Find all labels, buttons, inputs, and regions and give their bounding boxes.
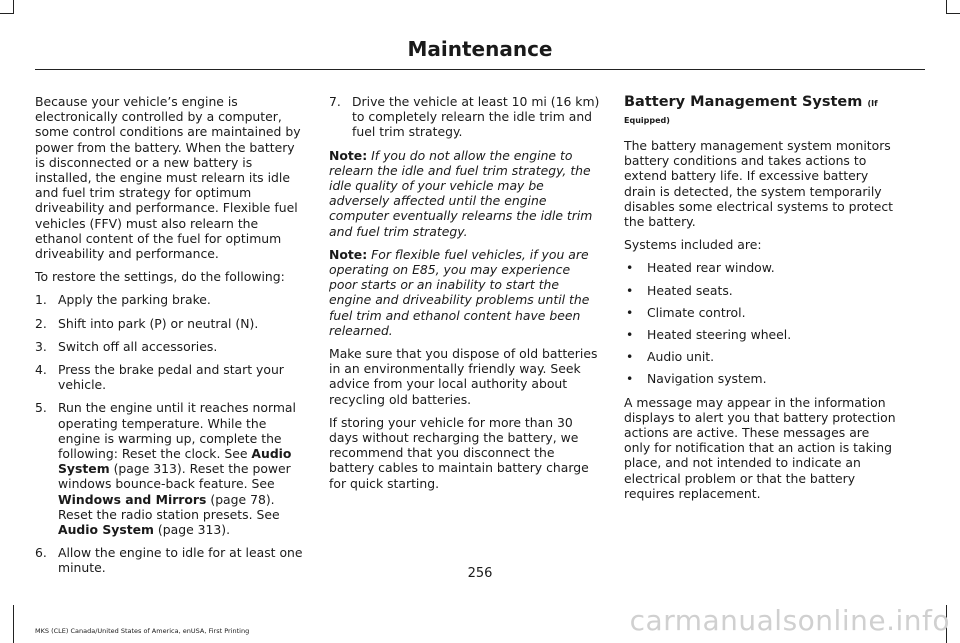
step-text: Press the brake pedal and start your vehicle. — [58, 362, 284, 393]
bullet-icon: • — [626, 282, 634, 298]
bullet-icon: • — [626, 304, 634, 320]
step-text: Switch off all accessories. — [58, 338, 218, 354]
watermark: carmanualsonline.info — [629, 604, 950, 637]
intro-paragraph: Because your vehicle’s engine is electronically controlled by a computer, some control conditions are maintained by power from the battery. When the battery is disconnected or a new battery is installed, the engine must relearn its idle and fuel trim strategy for optimum driveability and performance. Flexible fuel vehicles (FFV) must also relearn the ethanol content of the fuel for optimum driveability and performance. — [35, 94, 301, 262]
section-heading-text: Battery Management System — [624, 94, 863, 110]
link-audio-system[interactable]: Audio System — [58, 522, 154, 538]
system-name: Heated seats. — [647, 282, 733, 298]
note-text: If you do not allow the engine to relearn the idle and fuel trim strategy, the idle quality of your vehicle may be adversely affected until the engine computer eventually relearns the idle trim and fuel trim strategy. — [329, 147, 593, 239]
step-number: 5. — [35, 400, 47, 416]
note-label: Note: — [329, 246, 368, 262]
list-item — [624, 349, 896, 364]
bullet-icon: • — [626, 371, 634, 387]
system-name: Heated rear window. — [647, 260, 775, 276]
restore-intro: To restore the settings, do the following: — [35, 269, 285, 285]
system-name: Navigation system. — [647, 371, 767, 387]
list-item — [35, 339, 307, 354]
step-text: Shift into park (P) or neutral (N). — [58, 315, 259, 331]
bullet-icon: • — [626, 327, 634, 343]
step-text: (page 313). Reset the power windows bounce-back feature. See — [58, 461, 291, 492]
page-title: Maintenance — [407, 37, 553, 61]
bms-description: The battery management system monitors battery conditions and takes actions to extend battery life. If excessive battery drain is detected, the system temporarily disables some electrical systems to protect the battery. — [624, 138, 894, 230]
systems-list — [624, 260, 896, 386]
step-text: Drive the vehicle at least 10 mi (16 km) to completely relearn the idle trim and fuel trim strategy. — [352, 94, 600, 140]
system-name: Heated steering wheel. — [647, 327, 792, 343]
publication-footer: MKS (CLE) Canada/United States of America, enUSA, First Printing — [35, 627, 250, 635]
list-item — [624, 371, 896, 386]
list-item — [624, 260, 896, 275]
header-divider — [35, 69, 925, 70]
restore-steps-list — [35, 292, 307, 575]
systems-intro: Systems included are: — [624, 237, 762, 253]
link-windows-and-mirrors[interactable]: Windows and Mirrors — [58, 491, 207, 507]
step-text: (page 78). Reset the radio station presets. See — [58, 491, 280, 522]
message-paragraph: A message may appear in the information displays to alert you that battery protection actions are active. These messages are only for notification that an action is taking place, and not intended to indicate an electrical problem or that the battery requires replacement. — [624, 394, 896, 501]
note-idle-relearn — [329, 148, 601, 239]
crop-mark-top-left-v — [13, 0, 14, 14]
system-name: Audio unit. — [647, 349, 715, 365]
column-right — [624, 94, 896, 509]
step-number: 4. — [35, 362, 47, 378]
list-item — [35, 292, 307, 307]
list-item — [624, 283, 896, 298]
bullet-icon: • — [626, 260, 634, 276]
column-left — [35, 94, 307, 584]
crop-mark-bottom-left-v — [13, 605, 14, 643]
list-item-step-5 — [35, 400, 307, 537]
list-item — [624, 305, 896, 320]
disposal-paragraph: Make sure that you dispose of old batteries in an environmentally friendly way. Seek advice from your local authority about recycling old batteries. — [329, 346, 598, 407]
list-item — [624, 327, 896, 342]
section-heading — [624, 94, 896, 128]
crop-mark-top-right-h — [946, 13, 960, 14]
step-text: Apply the parking brake. — [58, 292, 211, 308]
storage-paragraph: If storing your vehicle for more than 30 days without recharging the battery, we recommend that you disconnect the battery cables to maintain battery charge for quick starting. — [329, 414, 589, 491]
step-number: 2. — [35, 315, 47, 331]
list-item — [329, 94, 601, 140]
list-item — [35, 362, 307, 392]
note-text: For flexible fuel vehicles, if you are operating on E85, you may experience poor starts or an inability to start the engine and driveability problems until the fuel trim and ethanol content have been relearned. — [329, 246, 590, 338]
crop-mark-top-left-h — [0, 13, 14, 14]
step-text: Allow the engine to idle for at least one minute. — [58, 545, 303, 576]
list-item — [35, 316, 307, 331]
note-label: Note: — [329, 147, 368, 163]
step-number: 1. — [35, 292, 47, 308]
note-flex-fuel — [329, 247, 601, 338]
step-number: 7. — [329, 94, 341, 109]
system-name: Climate control. — [647, 304, 746, 320]
step-number: 6. — [35, 545, 47, 561]
step-number: 3. — [35, 338, 47, 354]
link-audio-system[interactable]: Audio System — [58, 446, 292, 477]
section-heading-qualifier: (If Equipped) — [624, 99, 878, 125]
page-number: 256 — [467, 566, 493, 581]
crop-mark-top-right-v — [946, 0, 947, 14]
restore-steps-continued — [329, 94, 601, 140]
column-middle — [329, 94, 601, 499]
step-text: (page 313). — [153, 522, 231, 538]
step-text: Run the engine until it reaches normal operating temperature. While the engine is warming up, complete the following: Reset the clock. See — [58, 400, 296, 462]
bullet-icon: • — [626, 349, 634, 365]
